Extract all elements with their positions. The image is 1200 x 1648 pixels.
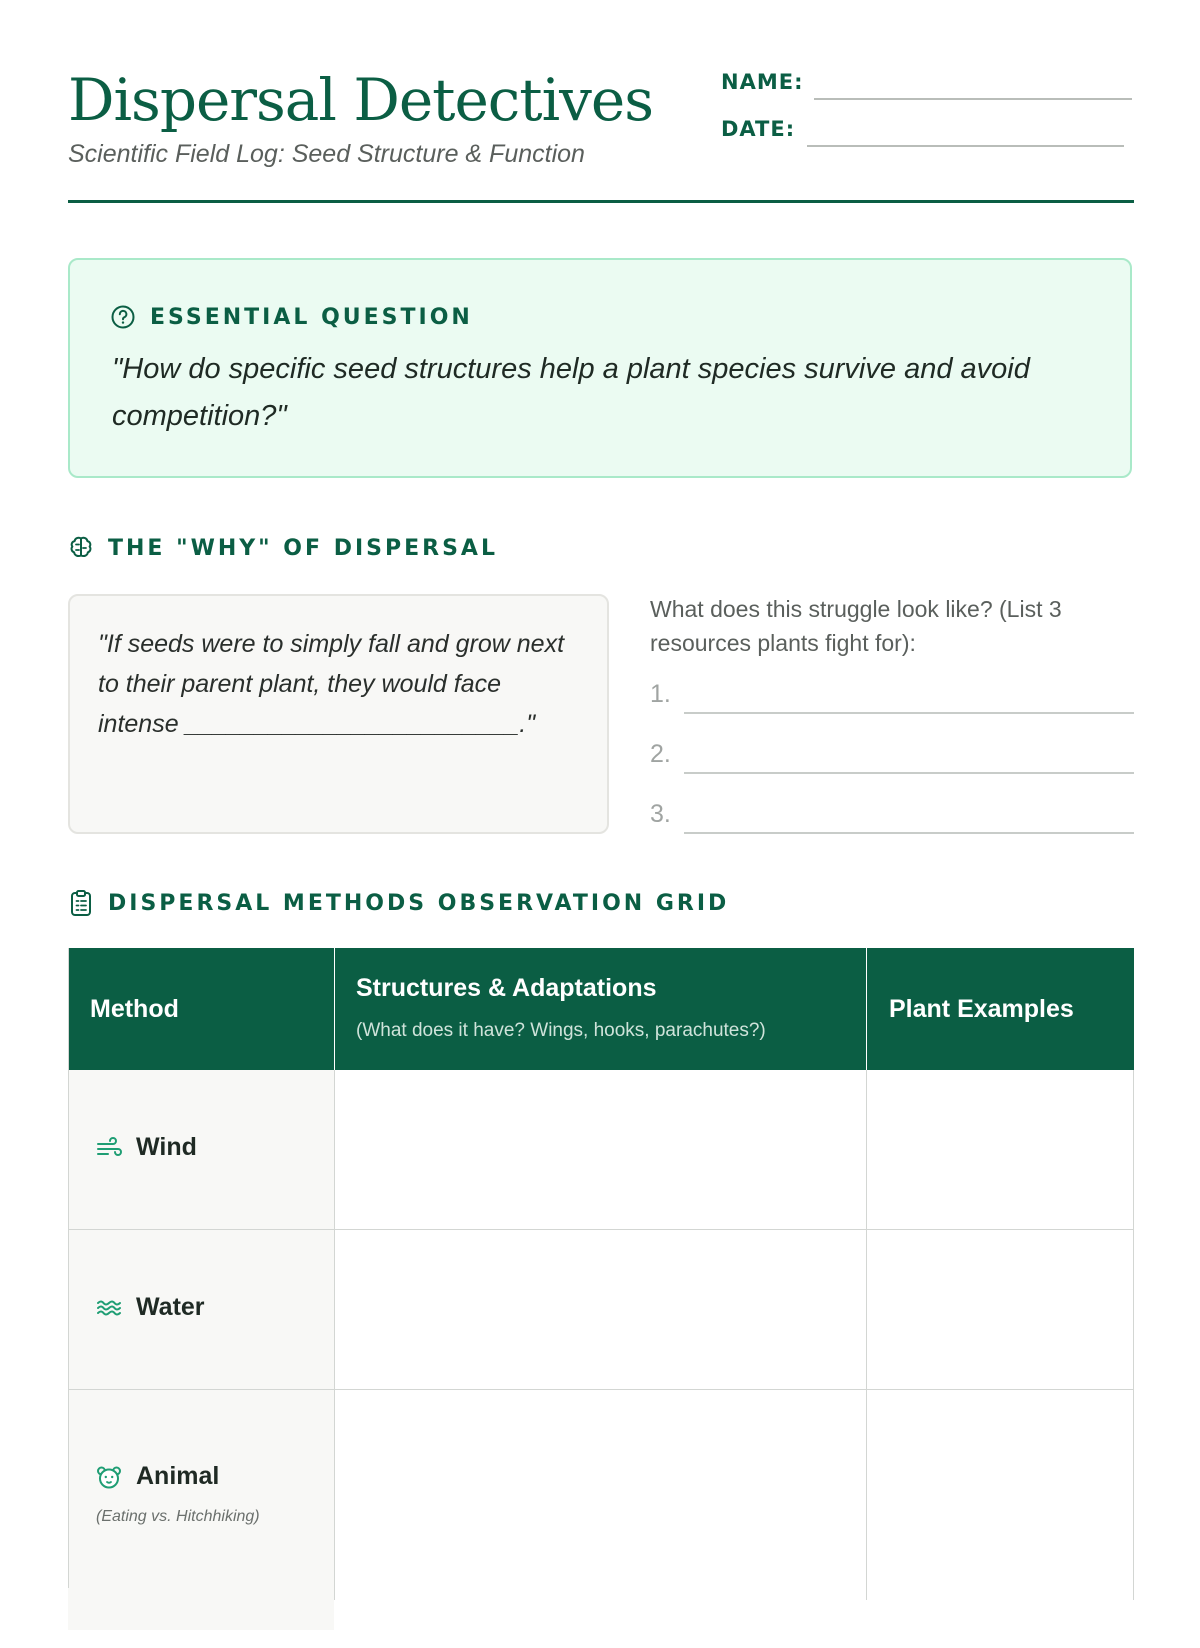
column-header-structures-hint: (What does it have? Wings, hooks, parachutes?) xyxy=(356,1020,766,1041)
brain-icon xyxy=(68,535,94,561)
name-field[interactable] xyxy=(814,98,1132,100)
essential-question-box xyxy=(68,258,1132,478)
grid-section-title: DISPERSAL METHODS OBSERVATION GRID xyxy=(108,890,730,916)
observation-grid xyxy=(68,948,1134,1648)
clipboard-icon xyxy=(68,889,94,917)
method-row-wind xyxy=(96,1133,197,1162)
why-section-heading xyxy=(68,535,498,561)
animal-examples-cell[interactable] xyxy=(867,1390,1133,1600)
fill-in-quote-box xyxy=(68,594,609,834)
method-label-wind: Wind xyxy=(136,1133,197,1161)
date-field[interactable] xyxy=(807,145,1124,147)
resource-number-2: 2. xyxy=(650,740,671,768)
method-label-water: Water xyxy=(136,1293,205,1321)
resource-answer-line-3[interactable] xyxy=(684,832,1134,834)
resource-number-3: 3. xyxy=(650,800,671,828)
method-row-water xyxy=(96,1293,205,1322)
column-header-structures xyxy=(335,948,866,1070)
worksheet-header xyxy=(68,60,1132,204)
page-title: Dispersal Detectives xyxy=(68,66,653,134)
grid-left-border xyxy=(68,948,69,1588)
grid-section-heading xyxy=(68,889,729,917)
grid-right-border xyxy=(1133,1070,1134,1600)
date-label: DATE: xyxy=(721,117,796,141)
question-circle-icon xyxy=(110,304,136,330)
wind-examples-cell[interactable] xyxy=(867,1070,1133,1229)
essential-question-title: ESSENTIAL QUESTION xyxy=(150,304,473,330)
method-note-animal: (Eating vs. Hitchhiking) xyxy=(96,1508,260,1525)
wind-icon xyxy=(96,1137,122,1159)
column-header-structures-label: Structures & Adaptations xyxy=(356,974,657,1002)
header-divider xyxy=(68,200,1134,203)
column-header-examples-label: Plant Examples xyxy=(889,995,1074,1023)
column-header-method-label: Method xyxy=(90,995,179,1023)
essential-question-text: "How do specific seed structures help a plant species survive and avoid competition?" xyxy=(112,353,1030,432)
fill-in-quote-text: "If seeds were to simply fall and grow next to their parent plant, they would face intense ________________________." xyxy=(98,630,565,738)
essential-question-heading xyxy=(110,302,473,332)
column-header-examples xyxy=(867,948,1134,1070)
method-row-animal xyxy=(96,1462,219,1491)
name-label: NAME: xyxy=(721,70,804,94)
water-structures-cell[interactable] xyxy=(335,1230,866,1389)
water-examples-cell[interactable] xyxy=(867,1230,1133,1389)
wind-structures-cell[interactable] xyxy=(335,1070,866,1229)
resource-answer-line-1[interactable] xyxy=(684,712,1134,714)
column-header-method xyxy=(68,948,334,1070)
resource-answer-line-2[interactable] xyxy=(684,772,1134,774)
waves-icon xyxy=(96,1297,122,1319)
struggle-prompt: What does this struggle look like? (List 3 resources plants fight for): xyxy=(650,596,1062,656)
resource-number-1: 1. xyxy=(650,680,671,708)
animal-icon xyxy=(96,1465,122,1489)
why-section-title: THE "WHY" OF DISPERSAL xyxy=(108,535,498,561)
page-subtitle: Scientific Field Log: Seed Structure & Function xyxy=(68,140,585,168)
method-label-animal: Animal xyxy=(136,1462,220,1490)
animal-structures-cell[interactable] xyxy=(335,1390,866,1600)
